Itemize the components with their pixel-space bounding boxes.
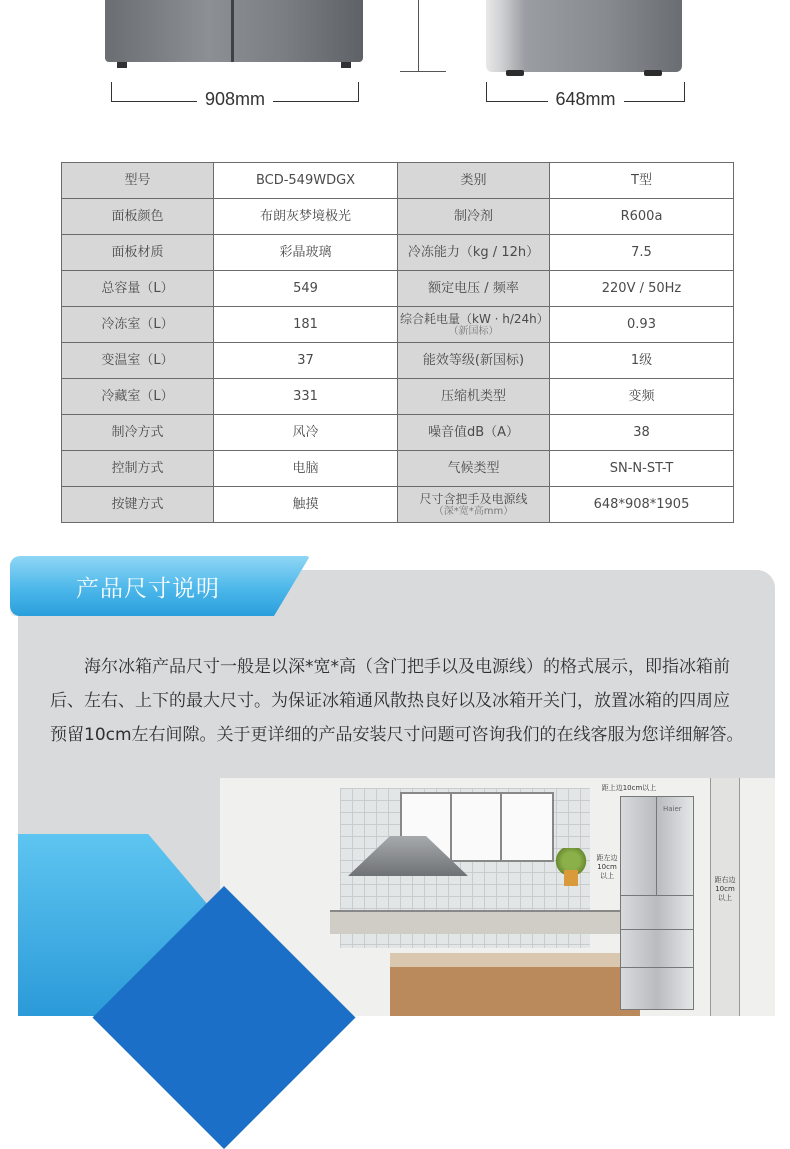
kitchen-island	[390, 953, 640, 1016]
spec-label-cell: 制冷剂	[398, 199, 550, 235]
brand-logo: Haier	[663, 805, 682, 813]
spec-label-cell: 压缩机类型	[398, 379, 550, 415]
spec-label-cell: 气候类型	[398, 451, 550, 487]
spec-value-cell: BCD-549WDGX	[214, 163, 398, 199]
door-seam	[231, 0, 234, 62]
spec-value-cell: 37	[214, 343, 398, 379]
fridge-wheel	[506, 70, 524, 76]
spec-value-cell: 181	[214, 307, 398, 343]
spec-label-cell: 额定电压 / 频率	[398, 271, 550, 307]
spec-value-cell: 7.5	[550, 235, 734, 271]
spec-value-cell: 电脑	[214, 451, 398, 487]
clearance-note-left: 距左边10cm以上	[596, 854, 618, 880]
table-row	[62, 487, 734, 523]
spec-label-cell: 冷冻室（L）	[62, 307, 214, 343]
spec-label-cell: 噪音值dB（A）	[398, 415, 550, 451]
depth-dimension	[486, 82, 685, 109]
clearance-note-right: 距右边10cm以上	[714, 876, 736, 902]
spec-label-cell: 变温室（L）	[62, 343, 214, 379]
table-row	[62, 343, 734, 379]
height-guide-line	[418, 0, 419, 72]
spec-value-cell: R600a	[550, 199, 734, 235]
fridge-wheel	[644, 70, 662, 76]
spec-label-cell: 型号	[62, 163, 214, 199]
spec-value-cell: 220V / 50Hz	[550, 271, 734, 307]
plant-pot	[564, 870, 578, 886]
spec-value-cell: 布朗灰梦境极光	[214, 199, 398, 235]
kitchen-counter	[330, 910, 630, 934]
fridge-foot	[341, 62, 351, 68]
spec-value-cell: 变频	[550, 379, 734, 415]
spec-value-cell: 0.93	[550, 307, 734, 343]
spec-label-cell: 尺寸含把手及电源线 （深*宽*高mm）	[398, 487, 550, 523]
spec-value-cell: 彩晶玻璃	[214, 235, 398, 271]
height-guide-base	[400, 71, 446, 72]
spec-label-cell: 面板材质	[62, 235, 214, 271]
spec-value-cell: 1级	[550, 343, 734, 379]
spec-label-cell: 冷冻能力（kg / 12h）	[398, 235, 550, 271]
fridge-front-view	[105, 0, 363, 62]
spec-value-cell: 触摸	[214, 487, 398, 523]
kitchen-fridge	[620, 796, 694, 1010]
spec-label-cell: 制冷方式	[62, 415, 214, 451]
table-row	[62, 199, 734, 235]
table-row	[62, 307, 734, 343]
width-dimension	[111, 82, 359, 109]
spec-value-cell: 风冷	[214, 415, 398, 451]
table-row	[62, 451, 734, 487]
spec-label-cell: 总容量（L）	[62, 271, 214, 307]
spec-label-cell: 面板颜色	[62, 199, 214, 235]
fridge-side-view	[486, 0, 682, 72]
spec-label-cell: 综合耗电量（kW · h/24h） （新国标）	[398, 307, 550, 343]
table-row	[62, 415, 734, 451]
fridge-foot	[117, 62, 127, 68]
table-row	[62, 163, 734, 199]
spec-label-cell: 能效等级(新国标)	[398, 343, 550, 379]
section-title: 产品尺寸说明	[76, 576, 220, 602]
spec-value-cell: SN-N-ST-T	[550, 451, 734, 487]
spec-value-cell: T型	[550, 163, 734, 199]
spec-label-cell: 类别	[398, 163, 550, 199]
spec-label-cell: 冷藏室（L）	[62, 379, 214, 415]
spec-table	[61, 162, 734, 523]
spec-label-cell: 控制方式	[62, 451, 214, 487]
spec-value-cell: 549	[214, 271, 398, 307]
spec-value-cell: 331	[214, 379, 398, 415]
table-row	[62, 235, 734, 271]
width-label: 908mm	[197, 89, 273, 110]
table-row	[62, 379, 734, 415]
depth-label: 648mm	[547, 89, 623, 110]
clearance-note-top: 距上边10cm以上	[601, 784, 657, 792]
spec-value-cell: 38	[550, 415, 734, 451]
spec-label-cell: 按键方式	[62, 487, 214, 523]
spec-value-cell: 648*908*1905	[550, 487, 734, 523]
section-description: 海尔冰箱产品尺寸一般是以深*宽*高（含门把手以及电源线）的格式展示，即指冰箱前后、左右、上下的最大尺寸。为保证冰箱通风散热良好以及冰箱开关门，放置冰箱的四周应预留10cm左右间隙。关于更详细的产品安装尺寸问题可咨询我们的在线客服为您详细解答。	[50, 657, 744, 745]
table-row	[62, 271, 734, 307]
